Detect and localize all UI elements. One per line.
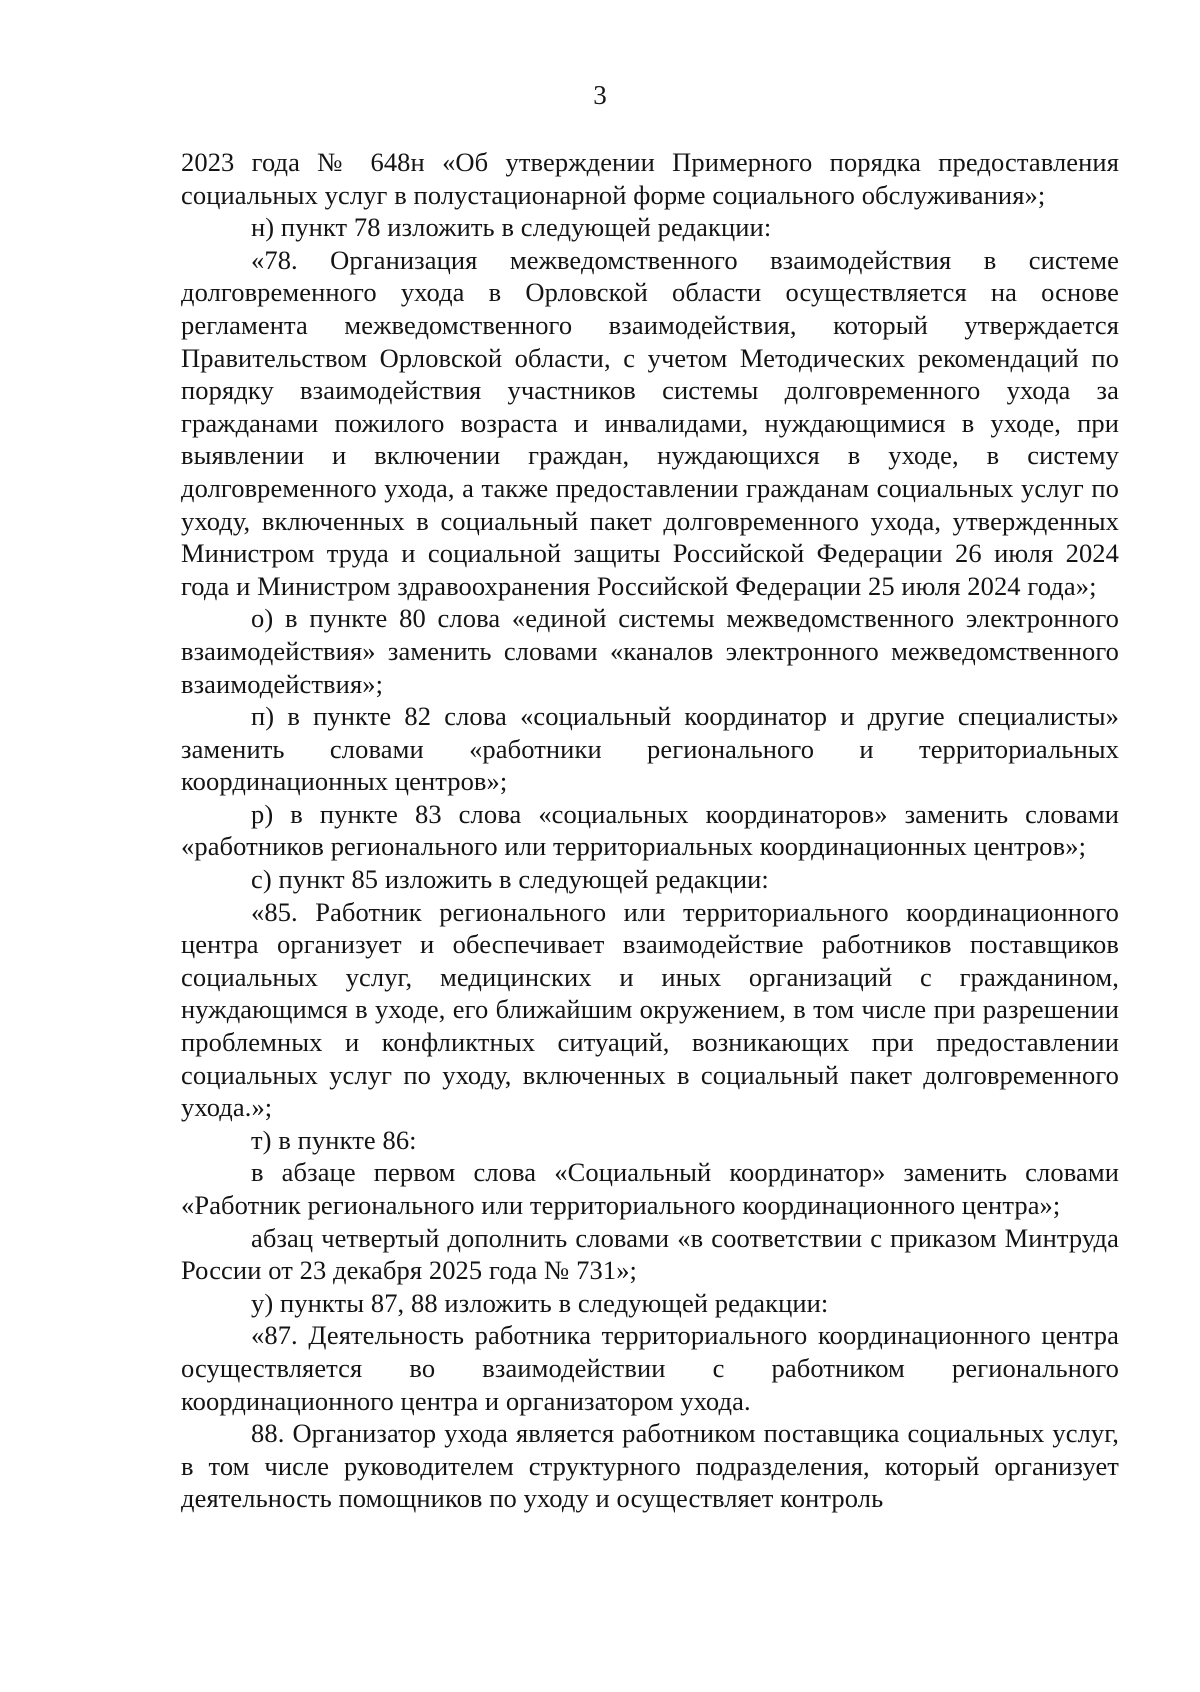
paragraph-item-u: у) пункты 87, 88 изложить в следующей редакции: xyxy=(251,1287,829,1318)
document-body xyxy=(181,146,1119,1515)
paragraph-continuation: 2023 года № 648н «Об утверждении Примерного порядка предоставления социальных услуг в полустационарной форме социального обслуживания»; xyxy=(181,147,1119,210)
paragraph-clause-78: «78. Организация межведомственного взаимодействия в системе долговременного ухода в Орловской области осуществляется на основе регламента межведомственного взаимодействия, который утверждается Правительством Орловской области, с учетом Методических рекомендаций по порядку взаимодействия участников системы долговременного ухода за гражданами пожилого возраста и инвалидами, нуждающимися в уходе, при выявлении и включении граждан, нуждающихся в уходе, в систему долговременного ухода, а также предоставлении гражданам социальных услуг по уходу, включенных в социальный пакет долговременного ухода, утвержденных Министром труда и социальной защиты Российской Федерации 26 июля 2024 года и Министром здравоохранения Российской Федерации 25 июля 2024 года»; xyxy=(181,244,1119,601)
paragraph-86-first-abzac: в абзаце первом слова «Социальный координатор» заменить словами «Работник регионального или территориального координационного центра»; xyxy=(181,1157,1119,1220)
paragraph-item-n: н) пункт 78 изложить в следующей редакции: xyxy=(251,212,772,243)
paragraph-item-p: п) в пункте 82 слова «социальный координатор и другие специалисты» заменить словами «работники регионального и территориальных координационных центров»; xyxy=(181,701,1119,797)
paragraph-item-r: р) в пункте 83 слова «социальных координаторов» заменить словами «работников регионального или территориальных координационных центров»; xyxy=(181,798,1119,862)
page-number: 3 xyxy=(593,80,607,110)
paragraph-clause-87: «87. Деятельность работника территориального координационного центра осуществляется во взаимодействии с работником регионального координационного центра и организатором ухода. xyxy=(181,1320,1119,1416)
paragraph-item-t: т) в пункте 86: xyxy=(251,1124,417,1155)
paragraph-item-s: с) пункт 85 изложить в следующей редакции: xyxy=(251,864,769,895)
paragraph-item-o: о) в пункте 80 слова «единой системы межведомственного электронного взаимодействия» заменить словами «каналов электронного межведомственного взаимодействия»; xyxy=(181,603,1119,699)
paragraph-clause-85: «85. Работник регионального или территориального координационного центра организует и обеспечивает взаимодействие работников поставщиков социальных услуг, медицинских и иных организаций с гражданином, нуждающимся в уходе, его ближайшим окружением, в том числе при разрешении проблемных и конфликтных ситуаций, возникающих при предоставлении социальных услуг по уходу, включенных в социальный пакет долговременного ухода.»; xyxy=(181,896,1119,1123)
paragraph-86-fourth-abzac: абзац четвертый дополнить словами «в соответствии с приказом Минтруда России от 23 декабря 2025 года № 731»; xyxy=(181,1222,1119,1286)
paragraph-clause-88: 88. Организатор ухода является работником поставщика социальных услуг, в том числе руководителем структурного подразделения, который организует деятельность помощников по уходу и осуществляет контроль xyxy=(181,1418,1119,1514)
